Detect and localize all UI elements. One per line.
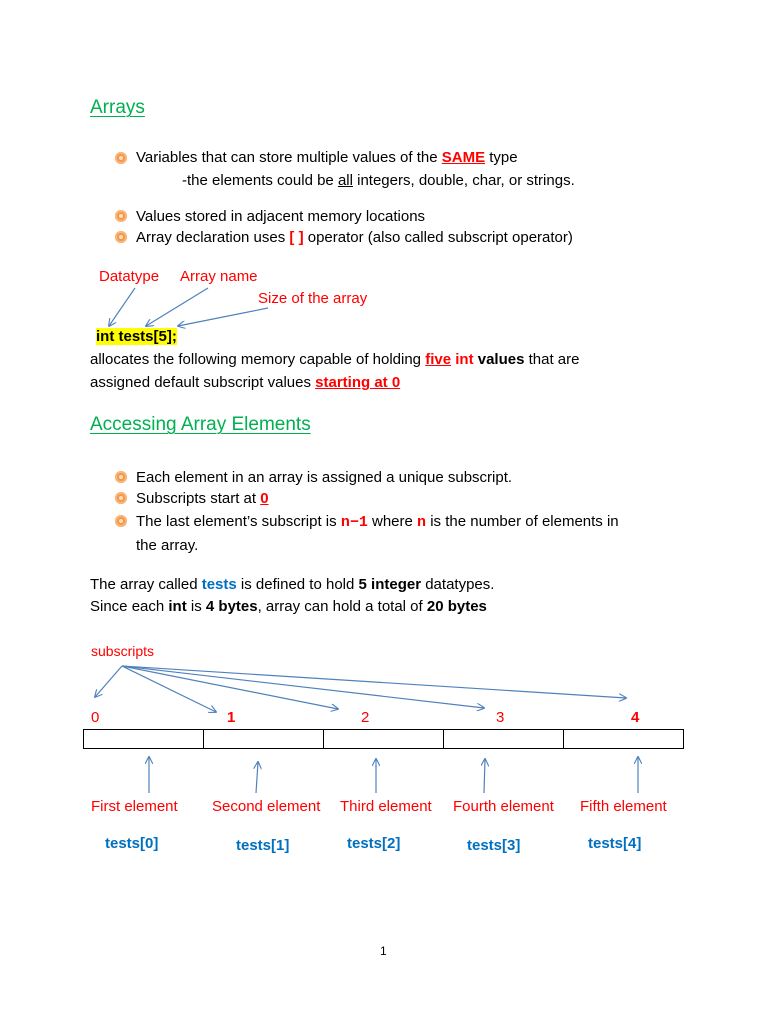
accessing-bullet-2: Subscripts start at 0 — [136, 490, 269, 507]
array-size-label: Size of the array — [258, 290, 368, 307]
subscript-index-0: 0 — [91, 709, 100, 726]
subscript-arrow — [95, 666, 122, 697]
arrays-bullet-1-sub: -the elements could be all integers, double, char, or strings. — [182, 172, 575, 189]
accessing-bullet-3-cont: the array. — [136, 537, 199, 554]
page-number: 1 — [380, 944, 387, 958]
access-label-0: tests[0] — [105, 835, 159, 852]
element-label-fifth: Fifth element — [580, 798, 667, 815]
element-label-fourth: Fourth element — [453, 798, 554, 815]
datatype-label: Datatype — [99, 268, 160, 285]
allocation-line-2: assigned default subscript values starting at 0 — [90, 374, 401, 391]
subscript-arrow — [122, 666, 216, 712]
datatype-arrow — [109, 288, 135, 326]
allocation-line-1: allocates the following memory capable of holding five int values that are — [90, 351, 580, 368]
arrays-bullet-3: Array declaration uses [ ] operator (also called subscript operator) — [136, 229, 573, 246]
accessing-bullet-3: The last element’s subscript is n−1 where n is the number of elements in — [136, 513, 619, 531]
accessing-bullet-1: Each element in an array is assigned a unique subscript. — [136, 469, 513, 486]
element-arrow — [256, 762, 258, 793]
subscript-arrow — [122, 666, 626, 698]
array-name-arrow — [146, 288, 208, 326]
tests-description-2: Since each int is 4 bytes, array can hold a total of 20 bytes — [90, 598, 487, 615]
subscript-index-2: 2 — [361, 709, 370, 726]
access-label-2: tests[2] — [347, 835, 401, 852]
element-label-second: Second element — [212, 798, 321, 815]
code-declaration: int tests[5]; — [96, 328, 177, 345]
tests-description-1: The array called tests is defined to hold 5 integer datatypes. — [90, 576, 495, 593]
element-label-first: First element — [91, 798, 178, 815]
arrays-bullet-1: Variables that can store multiple values of the SAME type — [136, 149, 518, 166]
element-arrow — [484, 759, 485, 793]
access-label-3: tests[3] — [467, 837, 521, 854]
arrays-bullet-2: Values stored in adjacent memory locations — [136, 208, 426, 225]
access-label-4: tests[4] — [588, 835, 642, 852]
accessing-heading: Accessing Array Elements — [90, 414, 311, 435]
subscript-index-1: 1 — [227, 709, 236, 726]
access-label-1: tests[1] — [236, 837, 290, 854]
element-label-third: Third element — [340, 798, 432, 815]
array-size-arrow — [178, 308, 268, 326]
subscript-index-4: 4 — [631, 709, 640, 726]
same-keyword: SAME — [441, 149, 486, 166]
subscript-index-3: 3 — [496, 709, 505, 726]
array-name-label: Array name — [180, 268, 258, 285]
subscripts-label: subscripts — [91, 643, 155, 659]
arrays-heading: Arrays — [90, 97, 145, 118]
